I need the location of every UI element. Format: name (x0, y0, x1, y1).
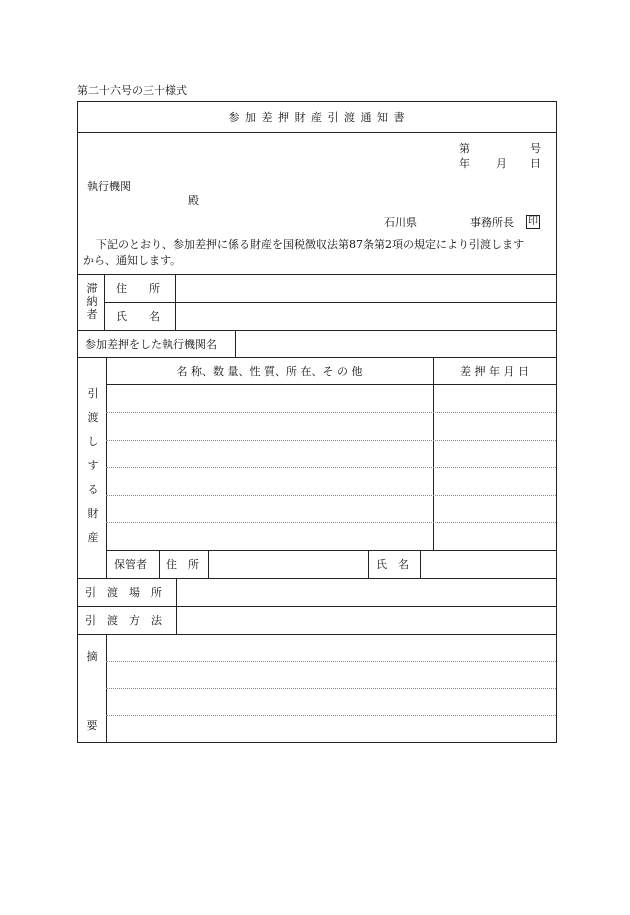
body-text-line2: から、通知します。 (83, 254, 182, 267)
date-month: 月 (496, 157, 507, 170)
participant-agency-label: 参加差押をした執行機関名 (85, 338, 217, 351)
notice-form (77, 101, 557, 743)
property-desc-field[interactable] (108, 386, 431, 548)
doc-number-prefix: 第 (459, 142, 470, 155)
custodian-name-label: 氏 名 (376, 558, 409, 571)
divider (78, 274, 556, 275)
delinquent-name-field[interactable] (177, 304, 553, 328)
delivery-method-label: 引 渡 方 法 (85, 614, 162, 627)
delinquent-name-label: 氏 名 (116, 310, 160, 323)
sender-prefecture: 石川県 (384, 216, 417, 229)
delinquent-label: 滞 納 者 (86, 282, 98, 321)
seizure-date-field[interactable] (435, 386, 554, 548)
participant-agency-field[interactable] (237, 332, 553, 355)
date-day: 日 (530, 157, 541, 170)
form-label: 第二十六号の三十様式 (77, 84, 187, 97)
property-label: 引 渡 し す る 財 産 (87, 387, 99, 544)
recipient-honorific: 殿 (188, 194, 199, 207)
remarks-label-bottom: 要 (86, 719, 98, 732)
sender-office: 事務所長 (470, 216, 514, 229)
remarks-label-top: 摘 (86, 650, 98, 663)
col-date-header: 差 押 年 月 日 (460, 365, 529, 378)
custodian-address-label: 住 所 (166, 558, 199, 571)
divider (78, 132, 556, 133)
date-year: 年 (459, 157, 470, 170)
delivery-place-field[interactable] (178, 580, 553, 604)
delinquent-address-label: 住 所 (116, 282, 160, 295)
delinquent-address-field[interactable] (177, 276, 553, 300)
delivery-method-field[interactable] (178, 608, 553, 632)
custodian-name-field[interactable] (422, 552, 554, 576)
custodian-address-field[interactable] (210, 552, 367, 576)
custodian-label: 保管者 (114, 558, 147, 571)
form-title: 参 加 差 押 財 産 引 渡 通 知 書 (228, 111, 406, 124)
col-desc-header: 名 称、数 量、性 質、所 在、そ の 他 (176, 365, 363, 378)
remarks-field[interactable] (108, 636, 554, 740)
doc-number-suffix: 号 (530, 142, 541, 155)
body-text-line1: 下記のとおり、参加差押に係る財産を国税徴収法第87条第2項の規定により引渡します (96, 238, 524, 251)
seal-mark: 印 (528, 216, 538, 227)
delivery-place-label: 引 渡 場 所 (85, 586, 162, 599)
recipient-label: 執行機関 (87, 180, 131, 193)
